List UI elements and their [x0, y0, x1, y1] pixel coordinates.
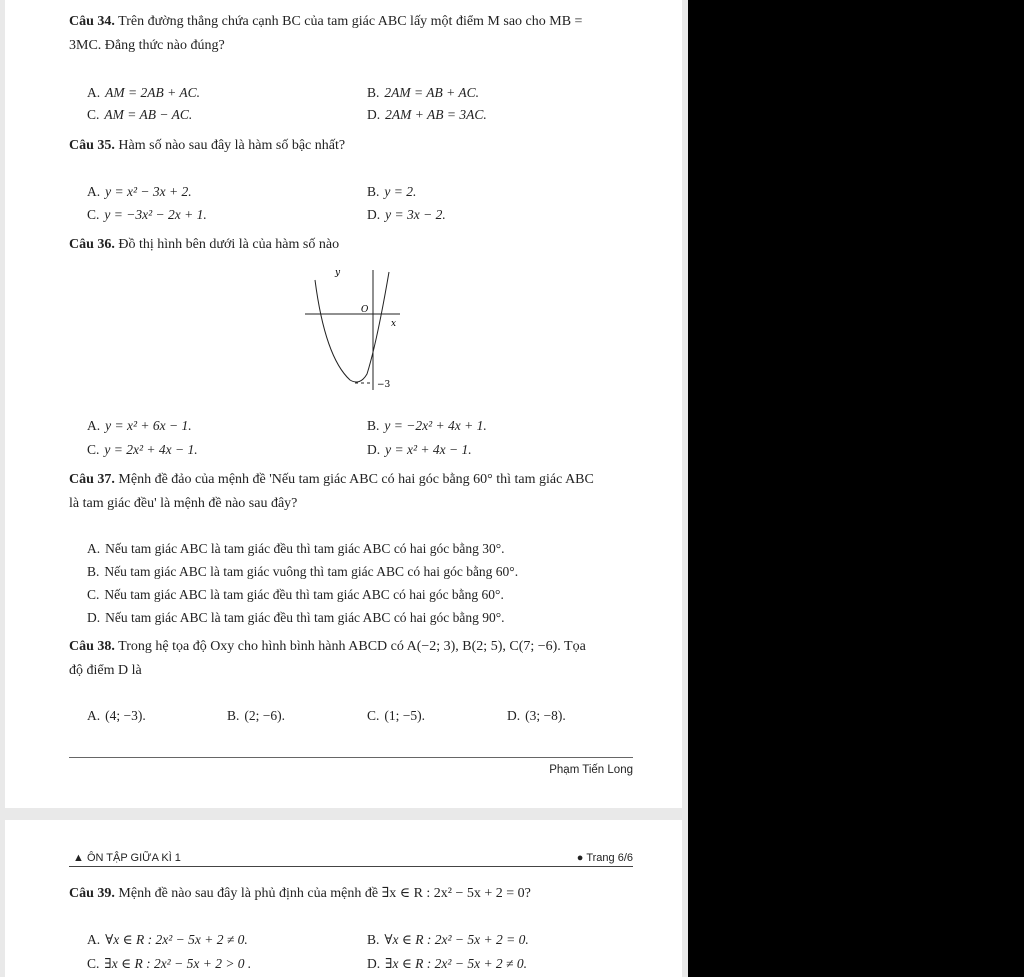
option-d[interactable]: D. 2AM + AB = 3AC.	[367, 107, 487, 122]
question-34	[69, 10, 641, 58]
question-number: Câu 35.	[69, 138, 115, 153]
option-b[interactable]: B. 2AM = AB + AC.	[367, 85, 479, 100]
question-37	[69, 468, 641, 516]
option-d[interactable]: D. Nếu tam giác ABC là tam giác đều thì tam giác ABC có hai góc bằng 90°.	[87, 610, 505, 625]
x-axis-label: x	[391, 319, 397, 329]
question-number: Câu 37.	[69, 472, 115, 487]
option-b[interactable]: B. y = −2x² + 4x + 1.	[367, 418, 487, 433]
option-c[interactable]: C. Nếu tam giác ABC là tam giác đều thì tam giác ABC có hai góc bằng 60°.	[87, 587, 504, 602]
question-38	[69, 635, 641, 683]
y-axis-label: y	[335, 268, 341, 278]
footer-author: Phạm Tiến Long	[549, 764, 633, 776]
parabola-curve	[315, 272, 389, 382]
question-number: Câu 36.	[69, 237, 115, 252]
option-b[interactable]: B. y = 2.	[367, 184, 417, 199]
option-b[interactable]: B. (2; −6).	[227, 708, 285, 723]
question-text: Đồ thị hình bên dưới là của hàm số nào	[118, 237, 340, 252]
option-c[interactable]: C. (1; −5).	[367, 708, 425, 723]
question-text-cont: là tam giác đều' là mệnh đề nào sau đây?	[69, 496, 298, 511]
question-35	[69, 134, 641, 158]
option-c[interactable]: C. AM = AB − AC.	[87, 107, 193, 122]
option-a[interactable]: A. AM = 2AB + AC.	[87, 85, 200, 100]
option-d[interactable]: D. y = 3x − 2.	[367, 207, 446, 222]
document-page-5	[5, 0, 682, 808]
option-c[interactable]: C. y = 2x² + 4x − 1.	[87, 442, 198, 457]
option-a[interactable]: A. y = x² + 6x − 1.	[87, 418, 192, 433]
question-text: Mệnh đề nào sau đây là phủ định của mệnh đề ∃x ∈ R : 2x² − 5x + 2 = 0?	[118, 886, 531, 901]
question-text: Trên đường thẳng chứa cạnh BC của tam giác ABC lấy một điểm M sao cho MB =	[118, 14, 583, 29]
origin-label: O	[361, 305, 369, 315]
option-b[interactable]: B. ∀x ∈ R : 2x² − 5x + 2 = 0.	[367, 932, 529, 947]
document-page-6	[5, 820, 682, 977]
option-c[interactable]: C. ∃x ∈ R : 2x² − 5x + 2 > 0 .	[87, 956, 252, 971]
question-36	[69, 233, 641, 257]
option-b[interactable]: B. Nếu tam giác ABC là tam giác vuông thì tam giác ABC có hai góc bằng 60°.	[87, 564, 519, 579]
min-value-label: −3	[377, 380, 391, 390]
option-c[interactable]: C. y = −3x² − 2x + 1.	[87, 207, 207, 222]
footer-divider	[69, 757, 633, 758]
question-text: Mệnh đề đảo của mệnh đề 'Nếu tam giác ABC có hai góc bằng 60° thì tam giác ABC	[118, 472, 594, 487]
option-d[interactable]: D. (3; −8).	[507, 708, 566, 723]
question-text-cont: 3MC. Đẳng thức nào đúng?	[69, 38, 225, 53]
clock-icon: ●	[576, 852, 584, 864]
option-a[interactable]: A. Nếu tam giác ABC là tam giác đều thì tam giác ABC có hai góc bằng 30°.	[87, 541, 505, 556]
option-a[interactable]: A. y = x² − 3x + 2.	[87, 184, 192, 199]
header-title: ÔN TẬP GIỮA KÌ 1	[86, 852, 181, 864]
parabola-graph	[305, 262, 415, 392]
header-left	[73, 852, 181, 864]
page-number: Trang 6/6	[586, 852, 633, 864]
question-39	[69, 882, 641, 906]
black-side-panel	[688, 0, 1024, 977]
header-right	[577, 852, 633, 864]
graduation-cap-icon: ▲	[73, 852, 84, 864]
option-a[interactable]: A. ∀x ∈ R : 2x² − 5x + 2 ≠ 0.	[87, 932, 248, 947]
question-text: Trong hệ tọa độ Oxy cho hình bình hành ABCD có A(−2; 3), B(2; 5), C(7; −6). Tọa	[118, 639, 586, 654]
page-header	[69, 852, 633, 867]
question-number: Câu 38.	[69, 639, 115, 654]
question-text: Hàm số nào sau đây là hàm số bậc nhất?	[118, 138, 346, 153]
option-d[interactable]: D. y = x² + 4x − 1.	[367, 442, 472, 457]
option-d[interactable]: D. ∃x ∈ R : 2x² − 5x + 2 ≠ 0.	[367, 956, 527, 971]
question-number: Câu 39.	[69, 886, 115, 901]
question-number: Câu 34.	[69, 14, 115, 29]
option-a[interactable]: A. (4; −3).	[87, 708, 146, 723]
question-text-cont: độ điểm D là	[69, 663, 142, 678]
